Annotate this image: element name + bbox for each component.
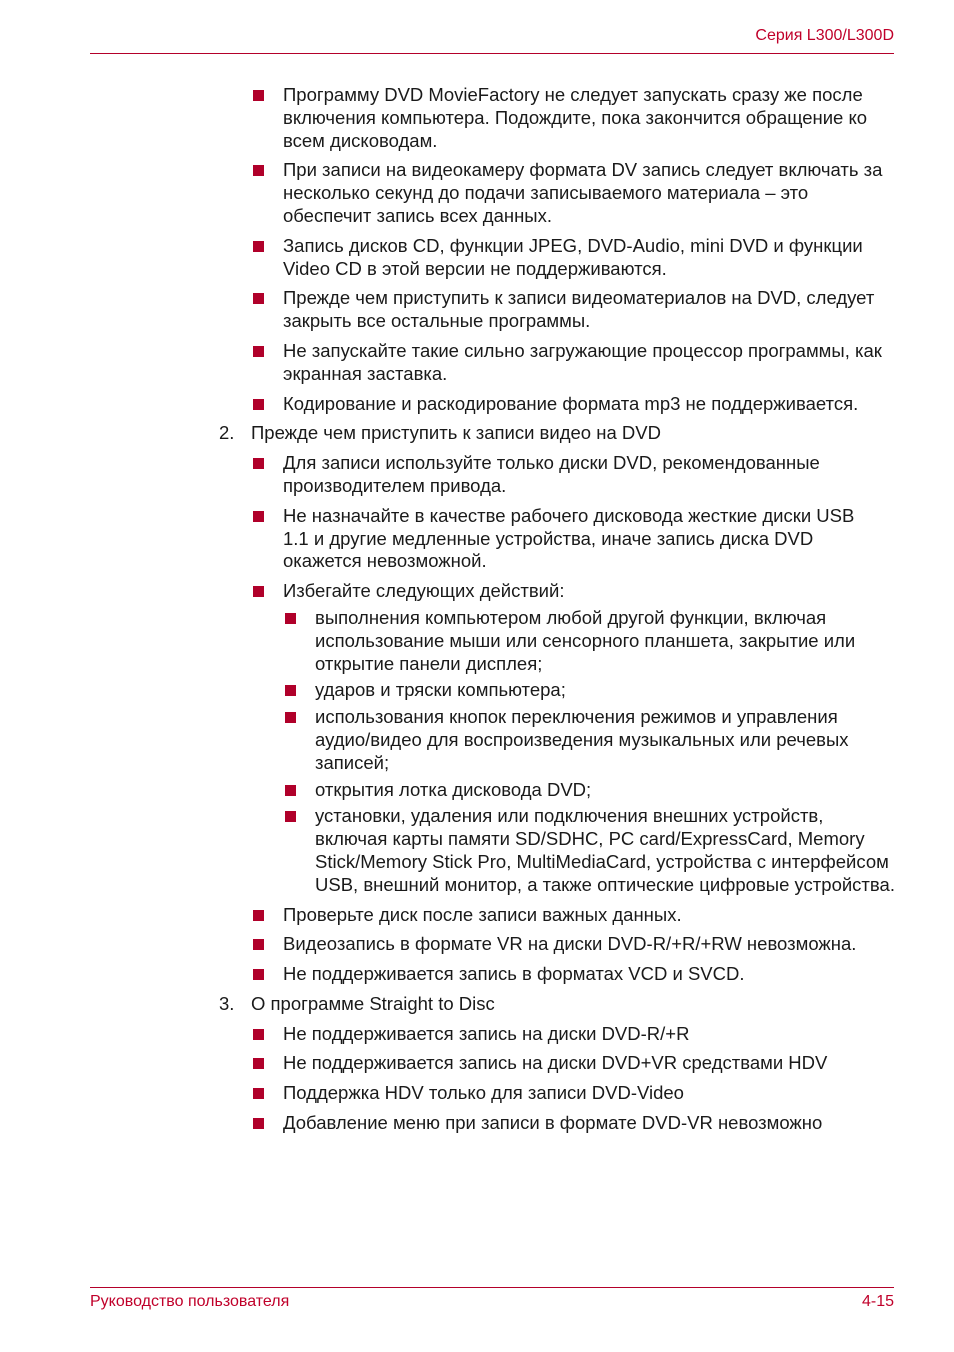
bullet-item bbox=[0, 933, 883, 956]
square-bullet-icon bbox=[253, 399, 264, 410]
bullet-item bbox=[0, 340, 883, 386]
item-text: Прежде чем приступить к записи видеоматериалов на DVD, следует закрыть все остальные программы. bbox=[283, 287, 875, 332]
item-text: Не назначайте в качестве рабочего дисковода жесткие диски USB 1.1 и другие медленные устройства, иначе запись диска DVD окажется невозможной. bbox=[283, 504, 855, 572]
numbered-item bbox=[0, 993, 881, 1016]
bullet-item bbox=[0, 393, 883, 416]
square-bullet-icon bbox=[253, 586, 264, 597]
item-text: Проверьте диск после записи важных данных. bbox=[283, 903, 682, 925]
bullet-item bbox=[0, 287, 883, 333]
square-bullet-icon bbox=[285, 712, 296, 723]
item-text: Запись дисков CD, функции JPEG, DVD-Audio, mini DVD и функции Video CD в этой версии не поддерживаются. bbox=[283, 234, 863, 279]
document-body bbox=[0, 84, 954, 1135]
item-text: Добавление меню при записи в формате DVD-VR невозможно bbox=[283, 1112, 823, 1134]
square-bullet-icon bbox=[253, 293, 264, 304]
sub-bullet-item bbox=[0, 706, 895, 774]
square-bullet-icon bbox=[285, 613, 296, 624]
bullet-item bbox=[0, 963, 883, 986]
bullet-item bbox=[0, 84, 883, 152]
page-header-title: Серия L300/L300D bbox=[755, 27, 894, 44]
square-bullet-icon bbox=[253, 1118, 264, 1129]
square-bullet-icon bbox=[253, 1058, 264, 1069]
footer-rule bbox=[90, 1287, 894, 1288]
sub-bullet-item bbox=[0, 679, 895, 702]
item-text: открытия лотка дисковода DVD; bbox=[315, 778, 592, 800]
item-text: использования кнопок переключения режимов и управления аудио/видео для воспроизведения музыкальных или речевых записей; bbox=[315, 706, 849, 773]
square-bullet-icon bbox=[285, 811, 296, 822]
bullet-item bbox=[0, 159, 883, 227]
item-number: 3. bbox=[219, 992, 235, 1014]
bullet-item bbox=[0, 904, 883, 927]
square-bullet-icon bbox=[253, 241, 264, 252]
square-bullet-icon bbox=[253, 910, 264, 921]
item-text: Не поддерживается запись на диски DVD+VR средствами HDV bbox=[283, 1052, 828, 1074]
item-text: Избегайте следующих действий: bbox=[283, 580, 565, 602]
square-bullet-icon bbox=[253, 1029, 264, 1040]
item-text: Поддержка HDV только для записи DVD-Video bbox=[283, 1082, 684, 1104]
square-bullet-icon bbox=[253, 511, 264, 522]
bullet-item bbox=[0, 580, 883, 603]
square-bullet-icon bbox=[253, 939, 264, 950]
item-text: Не поддерживается запись на диски DVD-R/+R bbox=[283, 1022, 690, 1044]
item-text: Прежде чем приступить к записи видео на DVD bbox=[251, 422, 661, 444]
item-text: О программе Straight to Disc bbox=[251, 992, 495, 1014]
numbered-item bbox=[0, 422, 881, 445]
item-text: выполнения компьютером любой другой функции, включая использование мыши или сенсорного планшета, закрытие или открытие панели дисплея; bbox=[315, 606, 856, 674]
bullet-item bbox=[0, 1023, 883, 1046]
item-text: При записи на видеокамеру формата DV запись следует включать за несколько секунд до подачи записываемого материала – это обеспечит запись всех данных. bbox=[283, 159, 883, 226]
footer-manual-title: Руководство пользователя bbox=[90, 1293, 290, 1310]
sub-bullet-item bbox=[0, 607, 895, 675]
bullet-item bbox=[0, 1082, 883, 1105]
item-text: установки, удаления или подключения внешних устройств, включая карты памяти SD/SDHC, PC card/ExpressCard, Memory Stick/Memory Stick Pro, MultiMediaCard, устройства с интерфейсом USB, внешний монитор, а также оптические цифровые устройства. bbox=[315, 805, 895, 895]
item-number: 2. bbox=[219, 422, 235, 444]
square-bullet-icon bbox=[285, 785, 296, 796]
item-text: ударов и тряски компьютера; bbox=[315, 679, 566, 701]
item-text: Программу DVD MovieFactory не следует запускать сразу же после включения компьютера. Подождите, пока закончится обращение ко всем дисководам. bbox=[283, 84, 868, 151]
square-bullet-icon bbox=[253, 458, 264, 469]
square-bullet-icon bbox=[253, 90, 264, 101]
sub-bullet-item bbox=[0, 805, 895, 896]
page-number: 4-15 bbox=[861, 1293, 894, 1310]
bullet-item bbox=[0, 1112, 883, 1135]
item-text: Кодирование и раскодирование формата mp3 не поддерживается. bbox=[283, 392, 859, 414]
bullet-item bbox=[0, 1052, 883, 1075]
square-bullet-icon bbox=[253, 346, 264, 357]
square-bullet-icon bbox=[285, 685, 296, 696]
item-text: Для записи используйте только диски DVD, рекомендованные производителем привода. bbox=[283, 452, 820, 496]
square-bullet-icon bbox=[253, 969, 264, 980]
bullet-item bbox=[0, 452, 883, 498]
item-text: Видеозапись в формате VR на диски DVD-R/+R/+RW невозможна. bbox=[283, 933, 857, 955]
header-rule bbox=[90, 53, 894, 54]
bullet-item bbox=[0, 235, 883, 281]
item-text: Не запускайте такие сильно загружающие процессор программы, как экранная заставка. bbox=[283, 339, 882, 384]
bullet-item bbox=[0, 505, 883, 573]
item-text: Не поддерживается запись в форматах VCD и SVCD. bbox=[283, 963, 745, 985]
sub-bullet-item bbox=[0, 779, 895, 802]
square-bullet-icon bbox=[253, 1088, 264, 1099]
square-bullet-icon bbox=[253, 165, 264, 176]
